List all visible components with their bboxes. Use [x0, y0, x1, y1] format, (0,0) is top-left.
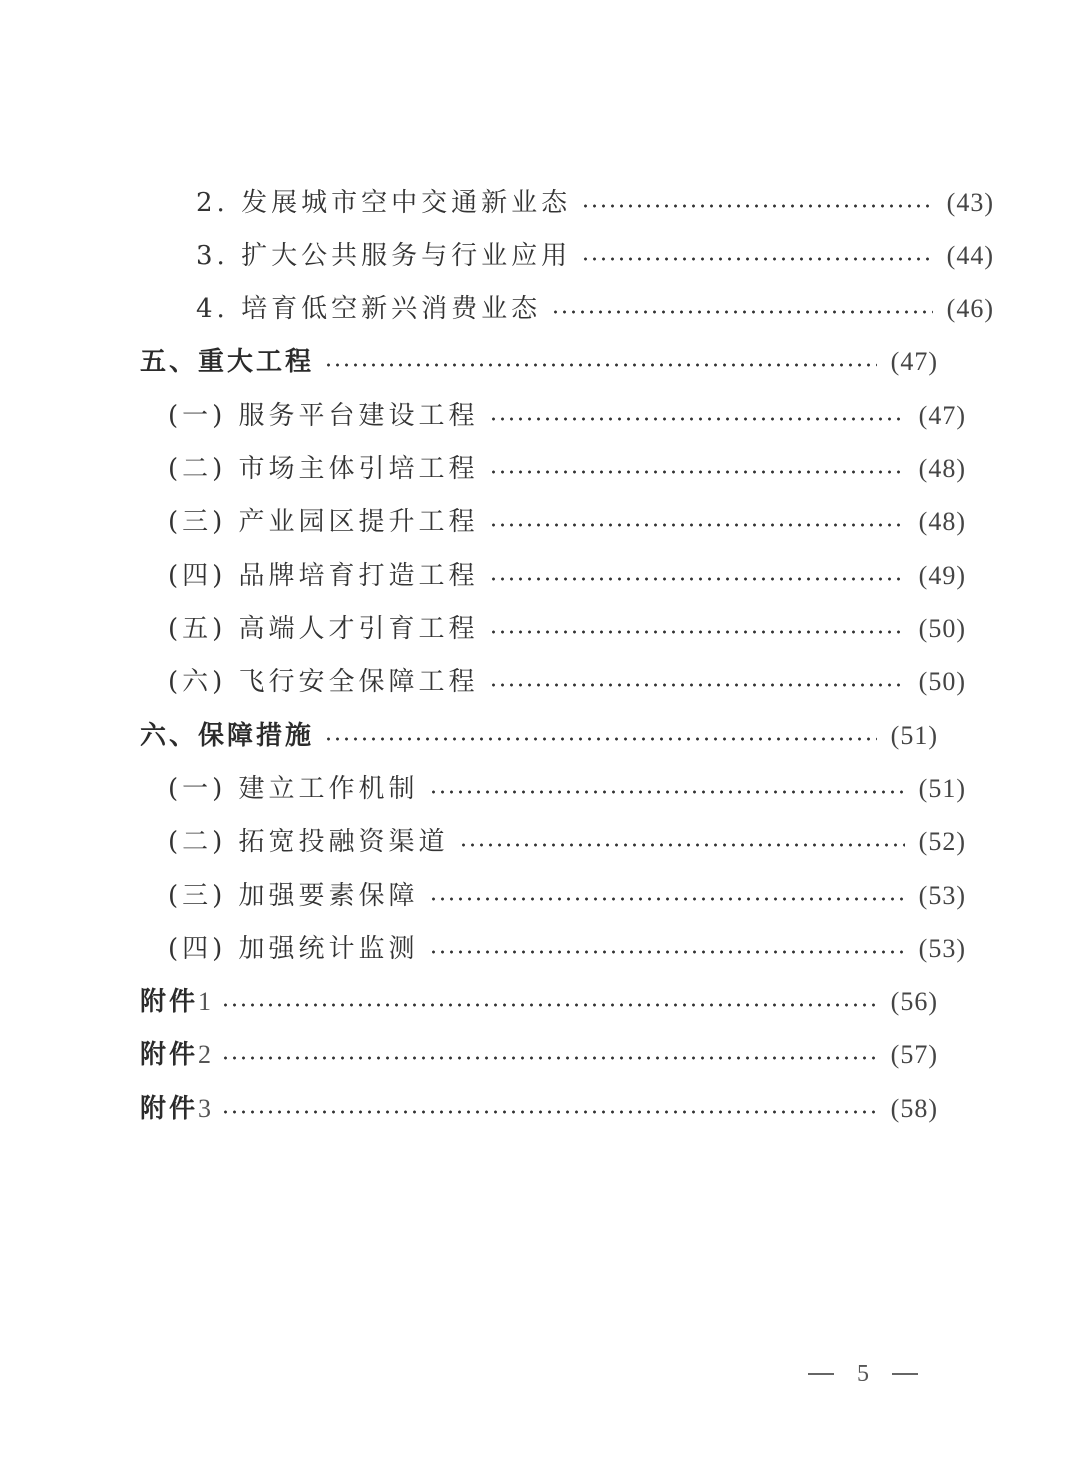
dot-leader: [489, 683, 905, 687]
toc-entry-page: (56): [890, 987, 938, 1016]
toc-appendix-1[interactable]: [140, 982, 938, 1022]
dot-leader: [489, 523, 905, 527]
toc-entry-label: 2. 发展城市空中交通新业态: [196, 188, 572, 218]
toc-entry-3-public-services[interactable]: [196, 236, 994, 276]
toc-entry-page: (58): [890, 1094, 938, 1123]
toc-entry-service-platform[interactable]: [168, 396, 966, 436]
page-number: 5: [857, 1360, 869, 1387]
toc-section-6-safeguards[interactable]: [140, 716, 938, 756]
dot-leader: [221, 1056, 877, 1060]
toc-entry-industrial-parks[interactable]: [168, 502, 966, 542]
toc-entry-label: (一) 服务平台建设工程: [168, 401, 479, 431]
toc-entry-talent[interactable]: [168, 609, 966, 649]
dot-leader: [551, 310, 933, 314]
toc-section-label: 五、重大工程: [140, 347, 315, 377]
toc-entry-page: (48): [918, 507, 966, 536]
toc-entry-label: (四) 加强统计监测: [168, 934, 419, 964]
toc-entry-2-urban-air-mobility[interactable]: [196, 183, 994, 223]
toc-entry-page: (57): [890, 1040, 938, 1069]
toc-entry-page: (51): [918, 774, 966, 803]
toc-entry-page: (46): [946, 294, 994, 323]
toc-section-label: [140, 1089, 211, 1129]
appendix-number: 1: [198, 987, 212, 1016]
dot-leader: [581, 257, 933, 261]
toc-entry-page: (50): [918, 614, 966, 643]
toc-entry-4-low-altitude-consumption[interactable]: [196, 289, 994, 329]
dot-leader: [489, 630, 905, 634]
appendix-word: 附件: [140, 1040, 199, 1070]
toc-section-5-major-projects[interactable]: [140, 342, 938, 382]
toc-entry-page: (50): [918, 667, 966, 696]
dot-leader: [459, 843, 905, 847]
dot-leader: [429, 950, 905, 954]
page-footer: [808, 1357, 918, 1391]
toc-entry-page: (43): [946, 188, 994, 217]
toc-entry-financing-channels[interactable]: [168, 822, 966, 862]
dot-leader: [221, 1110, 877, 1114]
right-dash: [892, 1373, 918, 1375]
toc-appendix-3[interactable]: [140, 1089, 938, 1129]
toc-entry-page: (53): [918, 934, 966, 963]
toc-entry-label: (五) 高端人才引育工程: [168, 614, 479, 644]
toc-entry-label: (二) 市场主体引培工程: [168, 454, 479, 484]
toc-entry-label: 3. 扩大公共服务与行业应用: [196, 241, 572, 271]
dot-leader: [221, 1003, 877, 1007]
toc-entry-page: (51): [890, 721, 938, 750]
toc-appendix-2[interactable]: [140, 1035, 938, 1075]
dot-leader: [489, 577, 905, 581]
toc-entry-market-entities[interactable]: [168, 449, 966, 489]
toc-entry-page: (52): [918, 827, 966, 856]
toc-entry-label: (一) 建立工作机制: [168, 774, 419, 804]
toc-entry-label: (四) 品牌培育打造工程: [168, 561, 479, 591]
toc-entry-page: (47): [890, 347, 938, 376]
dot-leader: [429, 790, 905, 794]
toc-entry-label: (六) 飞行安全保障工程: [168, 667, 479, 697]
left-dash: [808, 1373, 834, 1375]
toc-entry-flight-safety[interactable]: [168, 662, 966, 702]
dot-leader: [581, 204, 933, 208]
toc-entry-label: 4. 培育低空新兴消费业态: [196, 294, 542, 324]
toc-entry-statistical-monitoring[interactable]: [168, 929, 966, 969]
toc-entry-label: (二) 拓宽投融资渠道: [168, 827, 449, 857]
toc-entry-page: (47): [918, 401, 966, 430]
appendix-word: 附件: [140, 1094, 199, 1124]
appendix-number: 2: [198, 1040, 212, 1069]
toc-entry-page: (49): [918, 561, 966, 590]
appendix-number: 3: [198, 1094, 212, 1123]
dot-leader: [489, 417, 905, 421]
appendix-word: 附件: [140, 987, 199, 1017]
toc-section-label: [140, 1035, 211, 1075]
dot-leader: [429, 897, 905, 901]
dot-leader: [324, 363, 877, 367]
dot-leader: [489, 470, 905, 474]
toc-entry-label: (三) 产业园区提升工程: [168, 507, 479, 537]
toc-entry-page: (53): [918, 881, 966, 910]
toc-entry-brand-building[interactable]: [168, 556, 966, 596]
dot-leader: [324, 737, 877, 741]
toc-entry-label: (三) 加强要素保障: [168, 881, 419, 911]
toc-section-label: 六、保障措施: [140, 721, 315, 751]
toc-entry-page: (44): [946, 241, 994, 270]
toc-entry-page: (48): [918, 454, 966, 483]
toc-entry-work-mechanism[interactable]: [168, 769, 966, 809]
toc-section-label: [140, 982, 211, 1022]
toc-entry-factor-guarantee[interactable]: [168, 876, 966, 916]
